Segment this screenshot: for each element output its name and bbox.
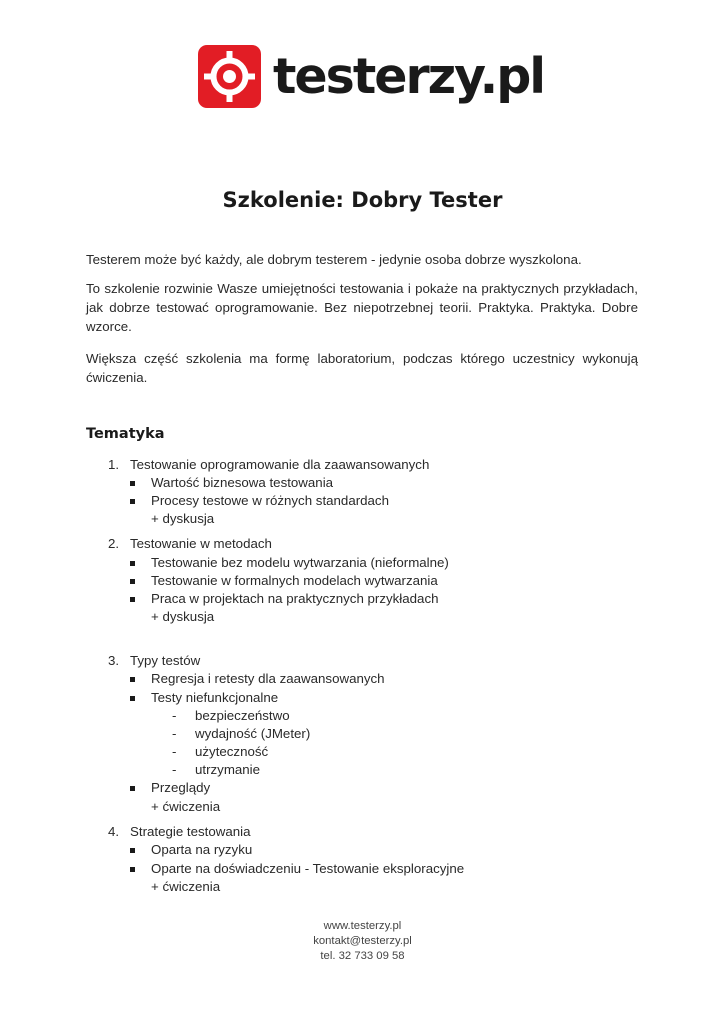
topic-item: Regresja i retesty dla zaawansowanych (151, 671, 385, 686)
topic-note: + ćwiczenia (151, 799, 221, 814)
target-logo-icon (198, 45, 261, 108)
intro-paragraph-3: Większa część szkolenia ma formę laboratorium, podczas którego uczestnicy wykonują ćwiczenia. (86, 351, 638, 385)
dash-marker: - (172, 744, 177, 759)
bullet-icon (130, 848, 135, 853)
topic-number: 3. (108, 653, 120, 668)
topic-note: + dyskusja (151, 609, 215, 624)
topic-number: 2. (108, 536, 120, 551)
bullet-icon (130, 561, 135, 566)
dash-marker: - (172, 726, 177, 741)
footer-website: www.testerzy.pl (323, 920, 402, 932)
topic-item: Oparta na ryzyku (151, 842, 253, 857)
topic-item: Wartość biznesowa testowania (151, 475, 334, 490)
bullet-icon (130, 597, 135, 602)
bullet-icon (130, 579, 135, 584)
topic-item: Procesy testowe w różnych standardach (151, 493, 389, 508)
bullet-icon (130, 499, 135, 504)
topic-label: Typy testów (130, 653, 201, 668)
footer-email: kontakt@testerzy.pl (313, 935, 412, 947)
topic-subitem: bezpieczeństwo (195, 708, 290, 723)
topic-number: 4. (108, 824, 120, 839)
topic-item: Oparte na doświadczeniu - Testowanie eksploracyjne (151, 861, 465, 876)
bullet-icon (130, 677, 135, 682)
dash-marker: - (172, 762, 177, 777)
topic-label: Strategie testowania (130, 824, 251, 839)
topic-item: Testowanie w formalnych modelach wytwarzania (151, 573, 438, 588)
intro-paragraph-2: To szkolenie rozwinie Wasze umiejętności testowania i pokaże na praktycznych przykładach, jak dobrze testować oprogramowanie. Bez niepotrzebnej teorii. Praktyka. Praktyka. Dobre wzorce. (86, 281, 638, 334)
topic-subitem: utrzymanie (195, 762, 261, 777)
section-title: Tematyka (86, 426, 165, 442)
bullet-icon (130, 481, 135, 486)
topic-subitem: wydajność (JMeter) (195, 726, 311, 741)
topic-item: Testy niefunkcjonalne (151, 690, 279, 705)
bullet-icon (130, 696, 135, 701)
topic-note: + dyskusja (151, 511, 215, 526)
brand-logo (198, 43, 544, 109)
topic-subitem: użyteczność (195, 744, 269, 759)
footer-phone: tel. 32 733 09 58 (320, 950, 405, 962)
topic-number: 1. (108, 457, 120, 472)
logo-text: testerzy.pl (273, 47, 545, 105)
bullet-icon (130, 786, 135, 791)
footer (0, 919, 725, 964)
topic-label: Testowanie w metodach (130, 536, 272, 551)
bullet-icon (130, 867, 135, 872)
topic-item: Praca w projektach na praktycznych przykładach (151, 591, 439, 606)
topic-note: + ćwiczenia (151, 879, 221, 894)
topic-item: Przeglądy (151, 780, 211, 795)
topic-label: Testowanie oprogramowanie dla zaawansowanych (130, 457, 430, 472)
intro-paragraph-1: Testerem może być każdy, ale dobrym testerem - jedynie osoba dobrze wyszkolona. (86, 252, 582, 267)
topic-item: Testowanie bez modelu wytwarzania (nieformalne) (151, 555, 449, 570)
page-title: Szkolenie: Dobry Tester (222, 188, 503, 212)
dash-marker: - (172, 708, 177, 723)
